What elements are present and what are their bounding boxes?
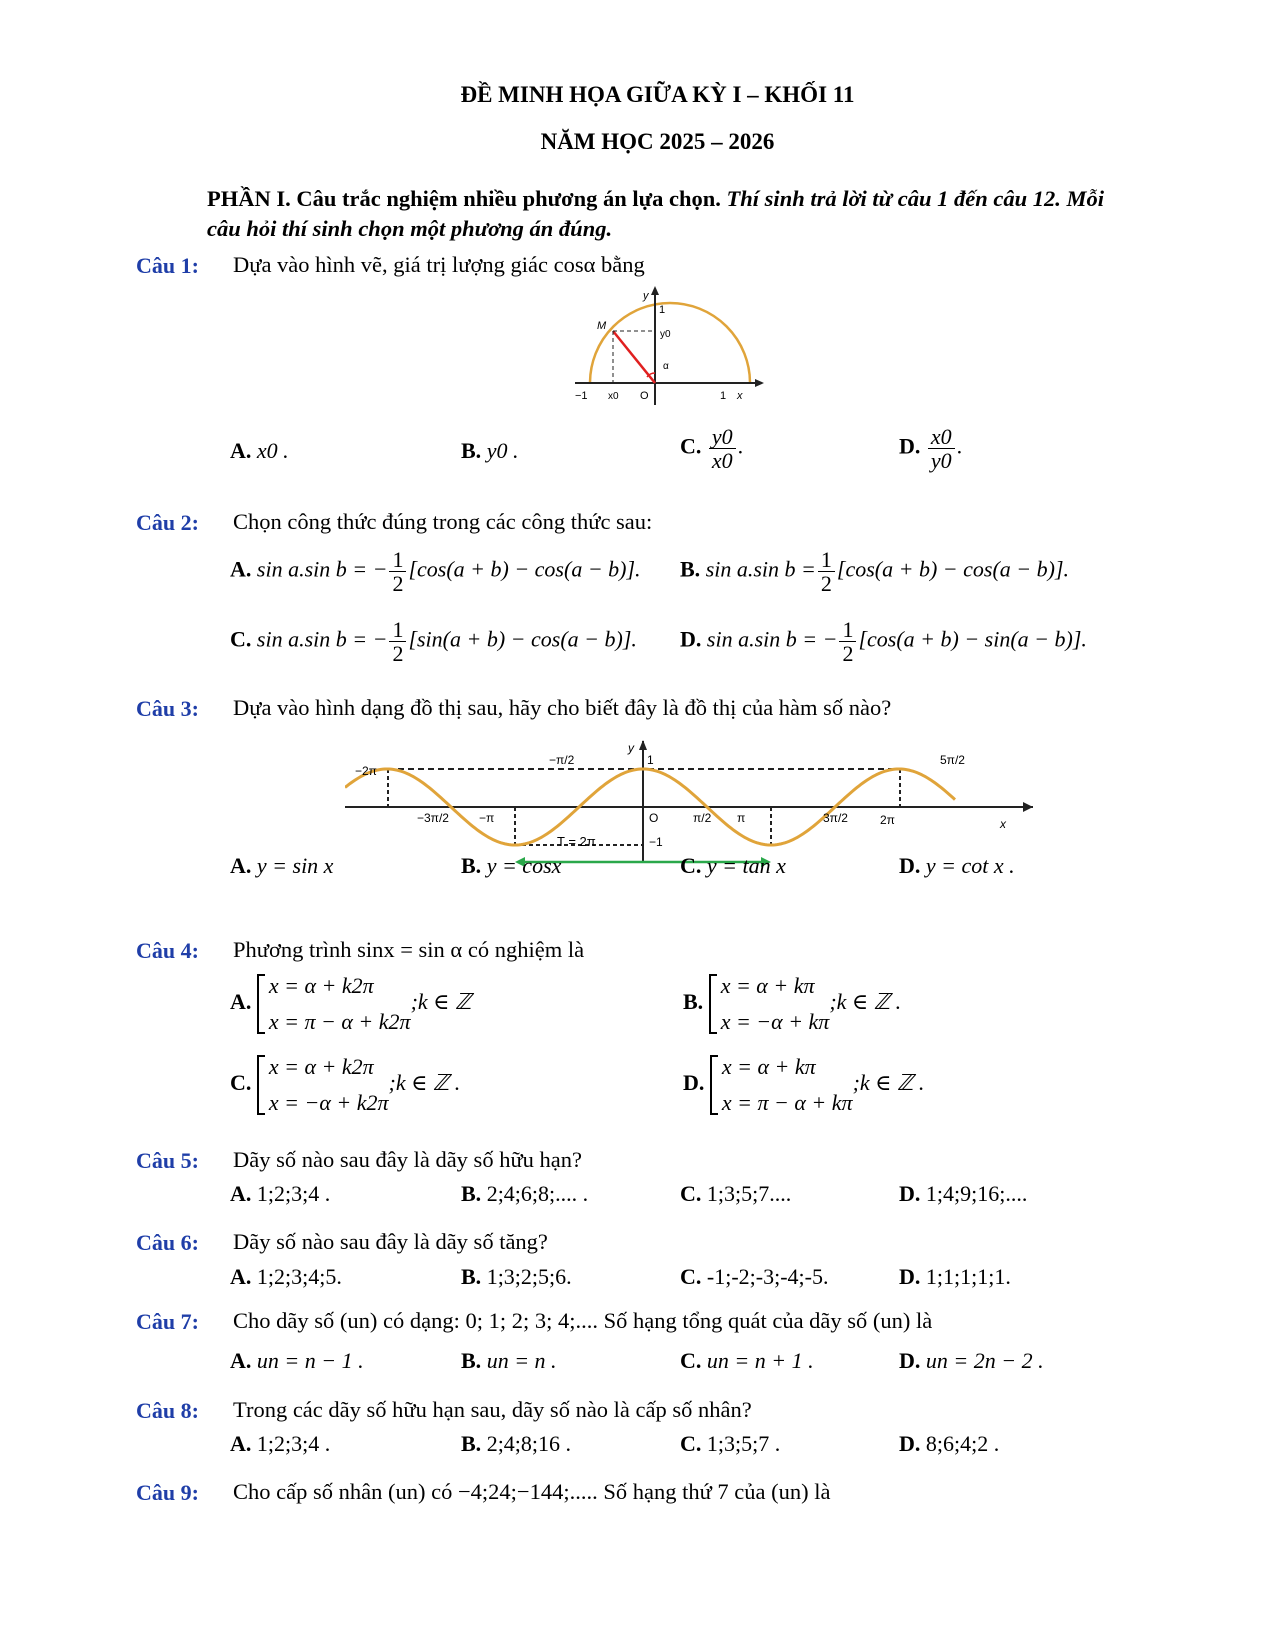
option-c[interactable]: C. 1;3;5;7.... bbox=[680, 1181, 792, 1206]
option-a[interactable]: A. 1;2;3;4;5. bbox=[230, 1264, 342, 1289]
option-b[interactable]: B. un = n . bbox=[461, 1348, 557, 1373]
option-c[interactable]: C. 1;3;5;7 . bbox=[680, 1431, 781, 1456]
question-label: Câu 5: bbox=[136, 1148, 199, 1173]
option-b[interactable]: B. y = cosx bbox=[461, 853, 562, 878]
option-a[interactable]: A. 1;2;3;4 . bbox=[230, 1431, 331, 1456]
svg-text:−π/2: −π/2 bbox=[549, 753, 575, 767]
option-d[interactable]: D. 1;1;1;1;1. bbox=[899, 1264, 1011, 1289]
option-c[interactable]: C. y = tan x bbox=[680, 853, 786, 878]
question-text: Dãy số nào sau đây là dãy số hữu hạn? bbox=[233, 1147, 582, 1172]
option-c[interactable]: C. sin a.sin b = − $\frac{1}{2}$ [sin(a + b) − cos(a − b)]. bbox=[230, 617, 637, 667]
option-a[interactable]: A. 1;2;3;4 . bbox=[230, 1181, 331, 1206]
question-text: Trong các dãy số hữu hạn sau, dãy số nào là cấp số nhân? bbox=[233, 1397, 752, 1422]
option-c[interactable]: C. $\frac{y0}{x0}$ . bbox=[680, 424, 744, 474]
part1-instruction: Thí sinh trả lời từ câu 1 đến câu 12. Mỗi câu hỏi thí sinh chọn một phương án đúng. bbox=[207, 186, 1105, 241]
option-d[interactable]: D. 8;6;4;2 . bbox=[899, 1431, 1000, 1456]
question-text: Cho dãy số (un) có dạng: 0; 1; 2; 3; 4;.... Số hạng tổng quát của dãy số (un) là bbox=[233, 1308, 933, 1333]
option-d[interactable]: D. 1;4;9;16;.... bbox=[899, 1181, 1028, 1206]
svg-text:π/2: π/2 bbox=[693, 811, 712, 825]
option-a[interactable]: A. y = sin x bbox=[230, 853, 334, 878]
question-text: Chọn công thức đúng trong các công thức sau: bbox=[233, 509, 653, 534]
question-label: Câu 9: bbox=[136, 1480, 199, 1505]
option-a[interactable]: A. sin a.sin b = − $\frac{1}{2}$ [cos(a + b) − cos(a − b)]. bbox=[230, 547, 641, 597]
option-b[interactable]: B. x = α + kπ x = −α + kπ ;k ∈ ℤ . bbox=[683, 973, 902, 1034]
svg-text:−2π: −2π bbox=[355, 764, 377, 778]
question-label: Câu 8: bbox=[136, 1398, 199, 1423]
option-b[interactable]: B. 2;4;8;16 . bbox=[461, 1431, 572, 1456]
svg-text:π: π bbox=[737, 811, 746, 825]
svg-text:1: 1 bbox=[659, 304, 666, 316]
option-b[interactable]: B. 1;3;2;5;6. bbox=[461, 1264, 572, 1289]
part1-heading: PHẦN I. Câu trắc nghiệm nhiều phương án lựa chọn. bbox=[207, 186, 721, 211]
svg-text:x: x bbox=[1000, 817, 1006, 831]
svg-text:1: 1 bbox=[720, 390, 727, 402]
svg-text:−1: −1 bbox=[649, 835, 663, 849]
svg-text:2π: 2π bbox=[880, 813, 895, 827]
option-b[interactable]: B. sin a.sin b = $\frac{1}{2}$ [cos(a + b) − cos(a − b)]. bbox=[680, 547, 1070, 597]
svg-text:y: y bbox=[643, 290, 649, 302]
question-text: Dựa vào hình dạng đồ thị sau, hãy cho biết đây là đồ thị của hàm số nào? bbox=[233, 695, 892, 720]
svg-text:−π: −π bbox=[479, 811, 495, 825]
question-label: Câu 7: bbox=[136, 1309, 199, 1334]
option-b[interactable]: B. 2;4;6;8;.... . bbox=[461, 1181, 589, 1206]
svg-text:x: x bbox=[737, 390, 743, 402]
question-text: Dãy số nào sau đây là dãy số tăng? bbox=[233, 1229, 548, 1254]
unit-circle-figure bbox=[575, 285, 765, 415]
svg-text:y: y bbox=[628, 741, 634, 755]
question-text: Cho cấp số nhân (un) có −4;24;−144;..... Số hạng thứ 7 của (un) là bbox=[233, 1479, 831, 1504]
svg-text:1: 1 bbox=[647, 753, 654, 767]
question-label: Câu 6: bbox=[136, 1230, 199, 1255]
svg-text:O: O bbox=[640, 390, 649, 402]
svg-text:5π/2: 5π/2 bbox=[940, 753, 965, 767]
svg-text:O: O bbox=[649, 811, 659, 825]
svg-text:y0: y0 bbox=[660, 329, 671, 340]
exam-title: ĐỀ MINH HỌA GIỮA KỲ I – KHỐI 11 bbox=[460, 82, 855, 107]
option-d[interactable]: D. x = α + kπ x = π − α + kπ ;k ∈ ℤ . bbox=[683, 1054, 925, 1115]
svg-text:−1: −1 bbox=[575, 390, 588, 402]
option-d[interactable]: D. sin a.sin b = − $\frac{1}{2}$ [cos(a + b) − sin(a − b)]. bbox=[680, 617, 1087, 667]
question-text: Phương trình sinx = sin α có nghiệm là bbox=[233, 937, 585, 962]
option-c[interactable]: C. -1;-2;-3;-4;-5. bbox=[680, 1264, 829, 1289]
svg-text:M: M bbox=[597, 320, 607, 332]
question-text: Dựa vào hình vẽ, giá trị lượng giác cosα bằng bbox=[233, 252, 645, 277]
svg-text:−3π/2: −3π/2 bbox=[417, 811, 449, 825]
option-a[interactable]: A. un = n − 1 . bbox=[230, 1348, 364, 1373]
question-label: Câu 1: bbox=[136, 253, 199, 278]
semicircle-arc bbox=[590, 303, 750, 383]
svg-text:x0: x0 bbox=[608, 391, 619, 402]
svg-text:T = 2π: T = 2π bbox=[557, 834, 596, 849]
option-c[interactable]: C. x = α + k2π x = −α + k2π ;k ∈ ℤ . bbox=[230, 1054, 461, 1115]
option-c[interactable]: C. un = n + 1 . bbox=[680, 1348, 814, 1373]
svg-text:α: α bbox=[663, 361, 669, 372]
question-label: Câu 2: bbox=[136, 510, 199, 535]
option-d[interactable]: D. $\frac{x0}{y0}$ . bbox=[899, 424, 963, 474]
option-a[interactable]: A. x0 . bbox=[230, 438, 289, 463]
part1-heading-block bbox=[207, 184, 1137, 244]
school-year: NĂM HỌC 2025 – 2026 bbox=[540, 129, 775, 154]
question-label: Câu 4: bbox=[136, 938, 199, 963]
option-a[interactable]: A. x = α + k2π x = π − α + k2π ;k ∈ ℤ bbox=[230, 973, 472, 1034]
option-b[interactable]: B. y0 . bbox=[461, 438, 519, 463]
option-d[interactable]: D. y = cot x . bbox=[899, 853, 1015, 878]
question-label: Câu 3: bbox=[136, 696, 199, 721]
option-d[interactable]: D. un = 2n − 2 . bbox=[899, 1348, 1044, 1373]
svg-text:3π/2: 3π/2 bbox=[823, 811, 848, 825]
